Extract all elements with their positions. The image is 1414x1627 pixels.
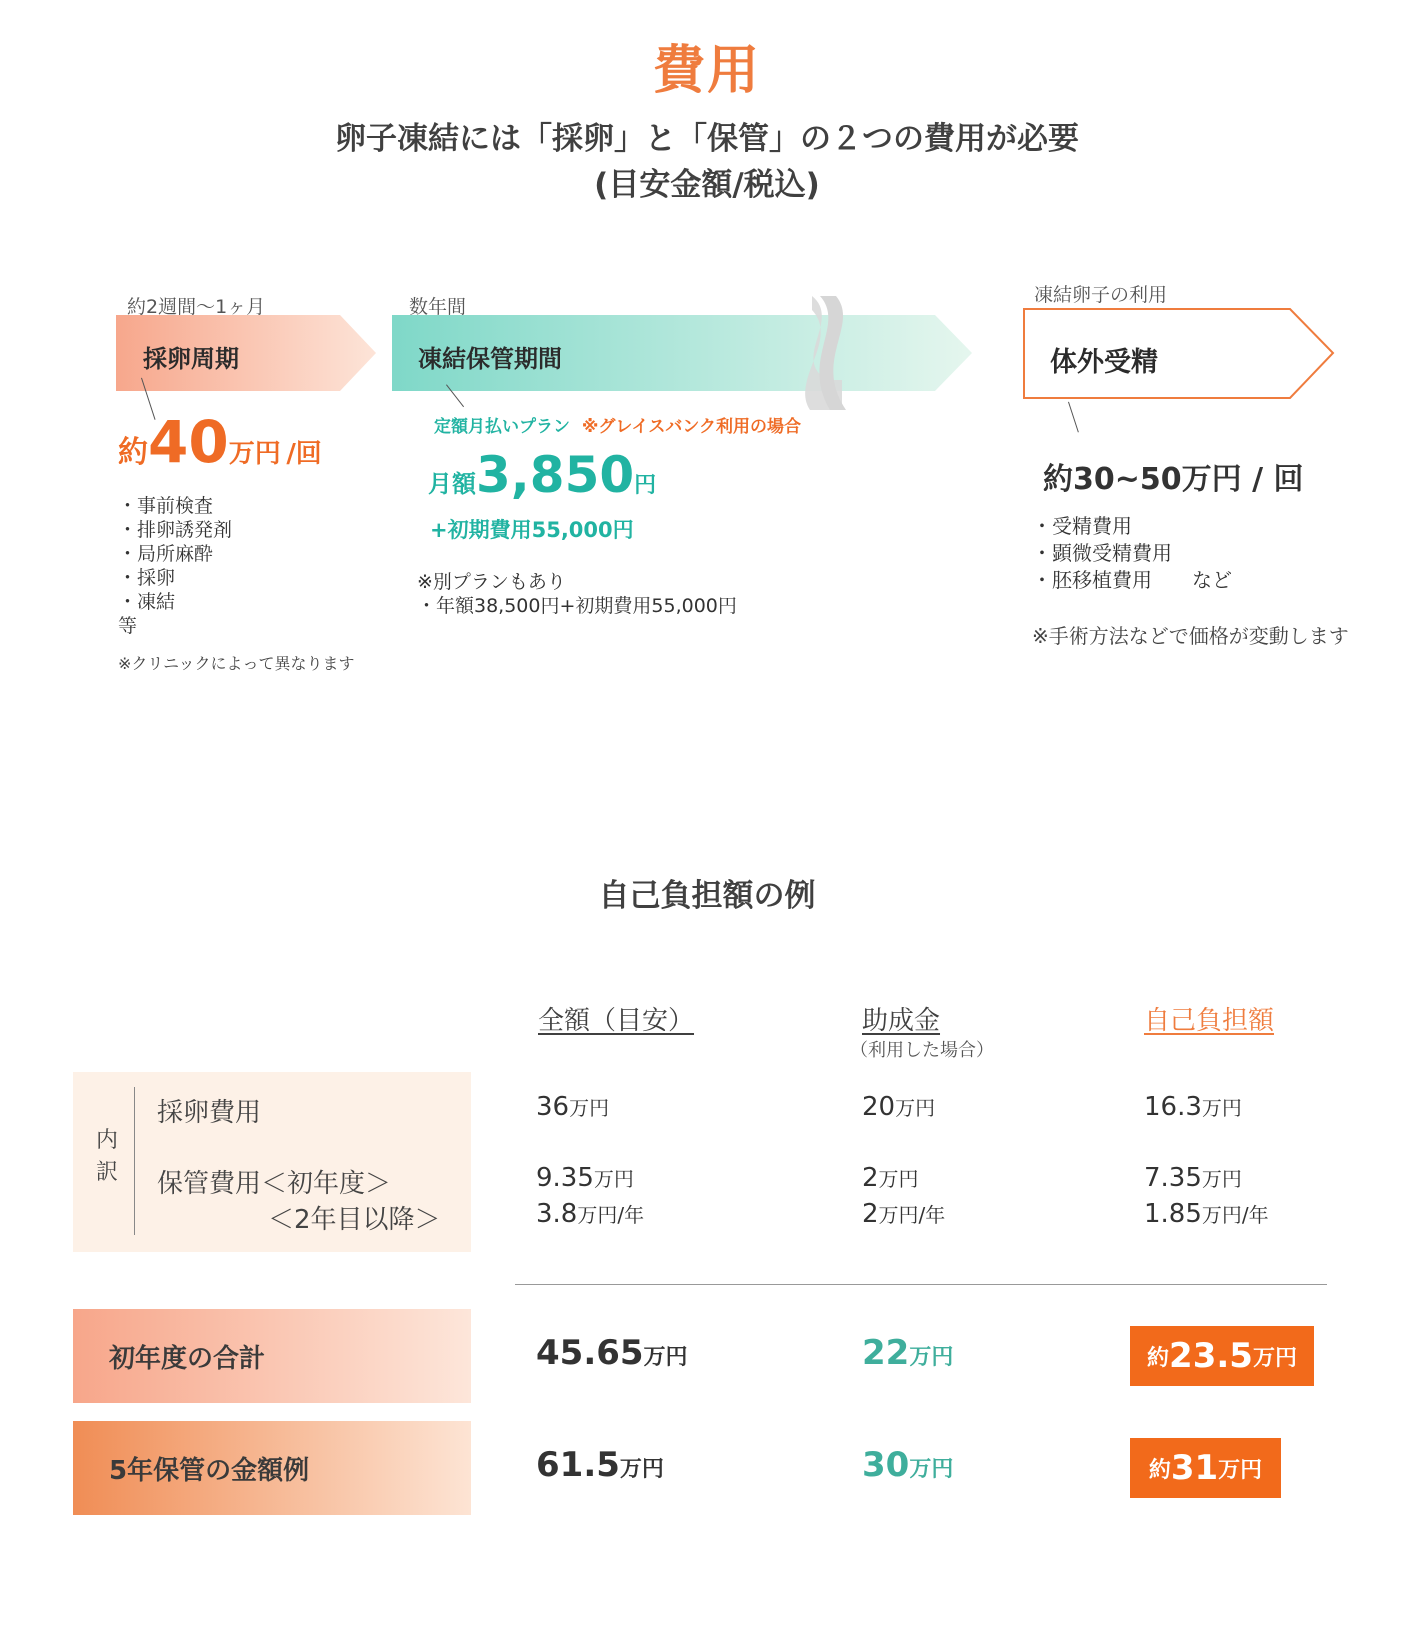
total-first-full: 45.65万円 bbox=[536, 1333, 688, 1373]
stage2-period: 数年間 bbox=[409, 296, 467, 318]
storage1-full: 9.35万円 bbox=[536, 1163, 634, 1193]
stage3-price: 約30~50万円 / 回 bbox=[1043, 462, 1304, 497]
example-title: 自己負担額の例 bbox=[598, 878, 816, 914]
egg-subsidy: 20万円 bbox=[862, 1092, 936, 1122]
stage1-items bbox=[118, 494, 232, 638]
stage1-period: 約2週間〜1ヶ月 bbox=[127, 296, 266, 318]
storage2-full: 3.8万円/年 bbox=[536, 1199, 645, 1229]
total-five-subsidy: 30万円 bbox=[862, 1445, 954, 1485]
list-item: ・採卵 bbox=[118, 567, 176, 589]
egg-full: 36万円 bbox=[536, 1092, 610, 1122]
breakdown-divider bbox=[134, 1087, 135, 1235]
list-item: ・事前検査 bbox=[118, 495, 214, 517]
stage1-name: 採卵周期 bbox=[143, 345, 239, 373]
total-five-self-badge: 約 31 万円 bbox=[1130, 1438, 1281, 1498]
subtitle-line1: 卵子凍結には「採卵」と「保管」の２つの費用が必要 bbox=[335, 121, 1079, 157]
stage2-other-plans: ※別プランもあり ・年額38,500円+初期費用55,000円 bbox=[417, 571, 737, 617]
total-first-subsidy: 22万円 bbox=[862, 1333, 954, 1373]
stage1-price: 約40万円 /回 bbox=[118, 408, 322, 476]
list-item: ・排卵誘発剤 bbox=[118, 519, 233, 541]
total-five-full: 61.5万円 bbox=[536, 1445, 664, 1485]
row-label-egg: 採卵費用 bbox=[157, 1098, 262, 1128]
page-title: 費用 bbox=[652, 41, 761, 101]
stage1-note: ※クリニックによって異なります bbox=[118, 654, 355, 673]
list-item: ・凍結 bbox=[118, 591, 176, 613]
row-label-storage: 保管費用＜初年度＞ bbox=[157, 1169, 392, 1199]
egg-self: 16.3万円 bbox=[1144, 1092, 1242, 1122]
table-divider bbox=[515, 1284, 1327, 1285]
total-first-year-label: 初年度の合計 bbox=[73, 1309, 471, 1403]
list-item: ・受精費用 bbox=[1032, 514, 1132, 538]
total-first-self-badge: 約 23.5 万円 bbox=[1130, 1326, 1314, 1386]
list-item: ・胚移植費用 など bbox=[1032, 568, 1232, 592]
stage2-price: 月額3,850円 bbox=[428, 446, 657, 504]
breakdown-label: 内 訳 bbox=[96, 1128, 119, 1185]
subtitle-line2: (目安金額/税込) bbox=[594, 167, 820, 203]
total-five-year-label: 5年保管の金額例 bbox=[73, 1421, 471, 1515]
list-item: 等 bbox=[118, 615, 138, 637]
storage2-subsidy: 2万円/年 bbox=[862, 1199, 946, 1229]
storage1-self: 7.35万円 bbox=[1144, 1163, 1242, 1193]
stage3-name: 体外受精 bbox=[1050, 347, 1158, 378]
stage2-plan: 定額月払いプラン ※グレイスバンク利用の場合 bbox=[434, 417, 802, 437]
list-item: ・顕微受精費用 bbox=[1032, 541, 1172, 565]
column-self: 自己負担額 bbox=[1144, 1006, 1275, 1036]
column-subsidy: 助成金 bbox=[862, 1006, 941, 1036]
stage2-name: 凍結保管期間 bbox=[418, 345, 562, 373]
column-subsidy-note: （利用した場合） bbox=[850, 1040, 994, 1061]
stage2-initial-fee: +初期費用55,000円 bbox=[430, 518, 634, 542]
column-full: 全額（目安） bbox=[538, 1006, 695, 1036]
storage2-self: 1.85万円/年 bbox=[1144, 1199, 1269, 1229]
stage3-items bbox=[1032, 513, 1232, 594]
row-label-storage2: ＜2年目以降＞ bbox=[268, 1205, 441, 1235]
stage3-period: 凍結卵子の利用 bbox=[1034, 284, 1168, 306]
stage3-note: ※手術方法などで価格が変動します bbox=[1032, 624, 1349, 648]
list-item: ・局所麻酔 bbox=[118, 543, 214, 565]
storage1-subsidy: 2万円 bbox=[862, 1163, 919, 1193]
